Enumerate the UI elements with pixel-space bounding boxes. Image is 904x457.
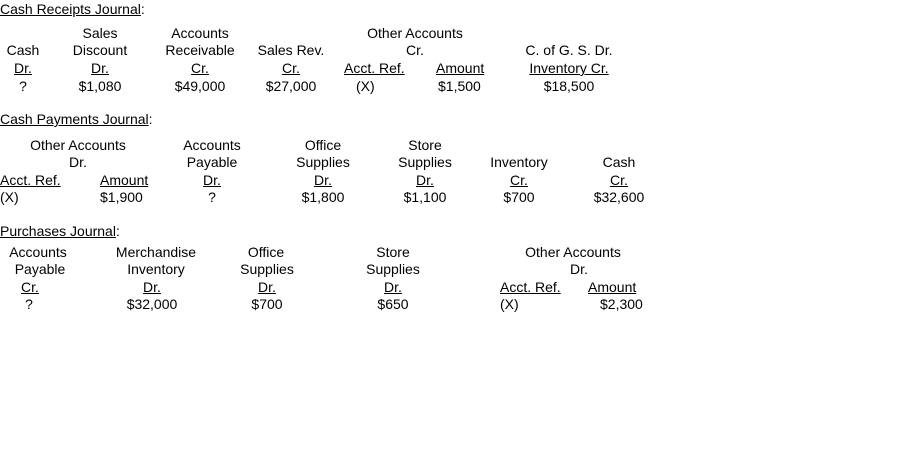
- cp-other-accounts-header-2: Dr.: [69, 154, 87, 170]
- pj-other-accounts-header-1: Other Accounts: [525, 244, 621, 260]
- cr-sales-rev-header-2: Cr.: [282, 60, 300, 76]
- cp-accounts-payable-header-2: Payable: [186, 154, 238, 170]
- cr-cogs-header-2: Inventory Cr.: [529, 60, 609, 76]
- cr-cash-header-2: Dr.: [14, 60, 32, 76]
- cr-sales-discount-value: $1,080: [78, 78, 122, 94]
- cr-other-accounts-header-2: Cr.: [406, 42, 424, 58]
- cp-store-supplies-header-3: Dr.: [416, 172, 434, 188]
- cp-office-supplies-header-1: Office: [304, 137, 342, 153]
- pj-accounts-payable-header-3: Cr.: [21, 279, 39, 295]
- cr-sales-rev-value: $27,000: [265, 78, 317, 94]
- cp-acct-ref-value: (X): [0, 189, 19, 205]
- pj-amount-header: Amount: [588, 279, 637, 295]
- cp-accounts-payable-header-1: Accounts: [183, 137, 241, 153]
- pj-store-supplies-header-3: Dr.: [384, 279, 402, 295]
- pj-accounts-payable-header-1: Accounts: [9, 244, 67, 260]
- pj-office-supplies-value: $700: [251, 296, 283, 312]
- pj-merchandise-inventory-header-3: Dr.: [143, 279, 161, 295]
- pj-store-supplies-header-2: Supplies: [366, 261, 420, 277]
- pj-merchandise-inventory-header-2: Inventory: [127, 261, 185, 277]
- cash-payments-title: Cash Payments Journal:: [0, 111, 153, 127]
- pj-office-supplies-header-2: Supplies: [240, 261, 294, 277]
- cr-accounts-receivable-value: $49,000: [174, 78, 226, 94]
- cp-other-accounts-header-1: Other Accounts: [30, 137, 126, 153]
- pj-acct-ref-value: (X): [500, 296, 519, 312]
- cp-store-supplies-value: $1,100: [403, 189, 447, 205]
- cp-office-supplies-header-2: Supplies: [296, 154, 350, 170]
- cp-cash-value: $32,600: [593, 189, 645, 205]
- cr-cash-header-1: Cash: [6, 42, 40, 58]
- cr-accounts-receivable-header-1: Accounts: [171, 25, 229, 41]
- cp-acct-ref-header: Acct. Ref.: [0, 172, 61, 188]
- cp-inventory-header-2: Cr.: [510, 172, 528, 188]
- pj-merchandise-inventory-header-1: Merchandise: [115, 244, 197, 260]
- pj-other-accounts-header-2: Dr.: [570, 261, 588, 277]
- cr-accounts-receivable-header-2: Receivable: [165, 42, 235, 58]
- cash-receipts-title: Cash Receipts Journal:: [0, 1, 145, 17]
- cr-acct-ref-header: Acct. Ref.: [344, 60, 405, 76]
- cp-amount-value: $1,900: [100, 189, 143, 205]
- cr-acct-ref-value: (X): [356, 78, 375, 94]
- cp-cash-header-2: Cr.: [610, 172, 628, 188]
- cr-sales-discount-header-3: Dr.: [91, 60, 109, 76]
- cp-accounts-payable-value: ?: [208, 189, 216, 205]
- pj-accounts-payable-value: ?: [25, 296, 33, 312]
- cr-accounts-receivable-header-3: Cr.: [191, 60, 209, 76]
- purchases-title: Purchases Journal:: [0, 223, 120, 239]
- cr-cash-value: ?: [19, 78, 27, 94]
- pj-amount-value: $2,300: [600, 296, 643, 312]
- pj-acct-ref-header: Acct. Ref.: [500, 279, 561, 295]
- cp-office-supplies-header-3: Dr.: [314, 172, 332, 188]
- pj-office-supplies-header-1: Office: [247, 244, 285, 260]
- cp-accounts-payable-header-3: Dr.: [203, 172, 221, 188]
- cr-cogs-header-1: C. of G. S. Dr.: [525, 42, 613, 58]
- pj-office-supplies-header-3: Dr.: [258, 279, 276, 295]
- cr-sales-discount-header-1: Sales: [82, 25, 118, 41]
- cp-store-supplies-header-1: Store: [408, 137, 442, 153]
- cr-sales-discount-header-2: Discount: [72, 42, 128, 58]
- cp-cash-header-1: Cash: [602, 154, 636, 170]
- pj-store-supplies-value: $650: [377, 296, 409, 312]
- pj-merchandise-inventory-value: $32,000: [126, 296, 178, 312]
- cp-inventory-header-1: Inventory: [490, 154, 548, 170]
- cp-store-supplies-header-2: Supplies: [398, 154, 452, 170]
- cp-inventory-value: $700: [503, 189, 535, 205]
- cp-amount-header: Amount: [100, 172, 149, 188]
- cr-other-accounts-header-1: Other Accounts: [367, 25, 463, 41]
- cr-sales-rev-header-1: Sales Rev.: [257, 42, 325, 58]
- pj-accounts-payable-header-2: Payable: [14, 261, 66, 277]
- cr-amount-header: Amount: [436, 60, 485, 76]
- cr-amount-value: $1,500: [438, 78, 481, 94]
- cp-office-supplies-value: $1,800: [301, 189, 345, 205]
- pj-store-supplies-header-1: Store: [376, 244, 410, 260]
- cr-cogs-value: $18,500: [543, 78, 595, 94]
